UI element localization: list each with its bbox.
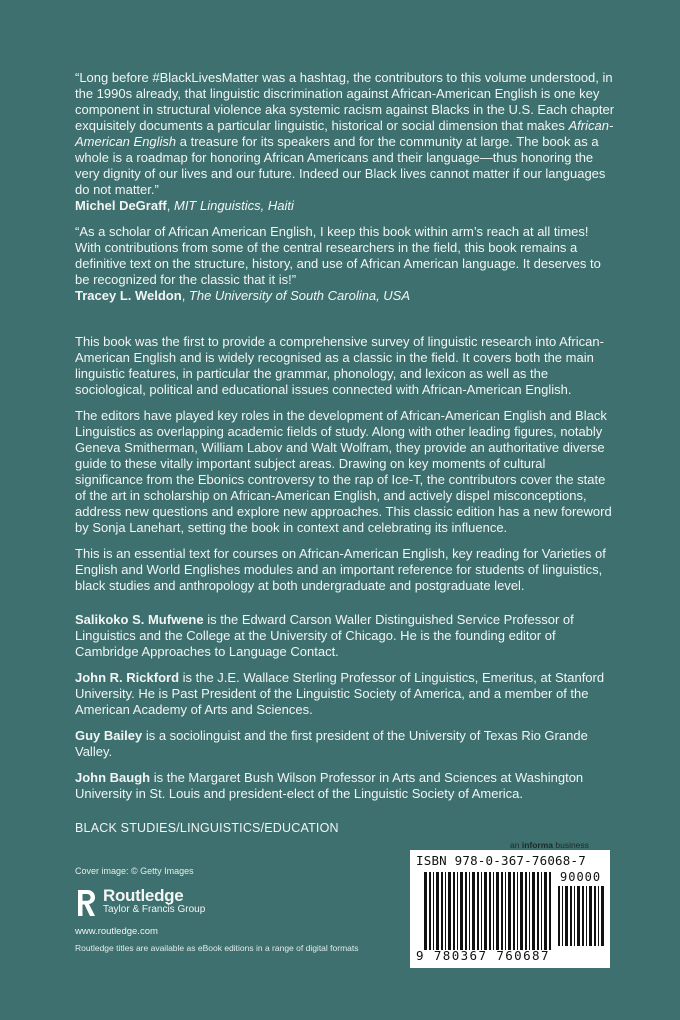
barcode-bar [453, 872, 455, 950]
isbn-number: ISBN 978-0-367-76068-7 [416, 853, 586, 868]
barcode-bar [501, 872, 503, 950]
quote-text: “Long before #BlackLivesMatter was a hashtag, the contributors to this volume understood, in the 1990s already, that linguistic discrimination against African-American English is one key component in structural violence aka systemic racism against Blacks in the U.S. Each chapter exquisitely documents a particular linguistic, historical or social dimension that makes [75, 70, 615, 133]
barcode-bar [489, 872, 491, 950]
editor-name: Salikoko S. Mufwene [75, 612, 204, 627]
description-paragraph: This is an essential text for courses on African-American English, key reading for Varieties of English and World Englishes modules and an important reference for students of linguistics, black studies and anthropology at both undergraduate and postgraduate level. [75, 546, 606, 593]
price-code: 90000 [560, 870, 602, 884]
quote-italic-title: African-American English [75, 118, 614, 149]
quote-attribution: Tracey L. Weldon, The University of South Carolina, USA [75, 288, 411, 303]
barcode-bar [429, 872, 431, 950]
description-paragraph: The editors have played key roles in the development of African-American English and Black Linguistics as overlapping academic fields of study. Along with other leading figures, notably Geneva Smitherman, William Labov and Walt Wolfram, they provide an authoritative diverse guide to these vitally important subject areas. Drawing on key moments of cultural significance from the Ebonics controversy to the rap of Ice-T, the contributors cover the state of the art in scholarship on African-American English, and actively dispel misconceptions, address new questions and explore new approaches. This classic edition has a new foreword by Sonja Lanehart, setting the book in context and celebrating its influence. [75, 408, 612, 535]
editor-bio-text: is the Edward Carson Waller Distinguished Service Professor of Linguistics and the College at the University of Chicago. He is the founding editor of Cambridge Approaches to Language Contact. [75, 612, 574, 659]
publisher-footer [75, 866, 405, 953]
barcode-bar [574, 886, 575, 946]
barcode-bar [541, 872, 542, 950]
informa-tagline: an informa business [510, 840, 589, 850]
barcode-bar [525, 872, 527, 950]
barcode-bar [570, 886, 572, 946]
barcode-bar [465, 872, 467, 950]
editor-bio-text: is the Margaret Bush Wilson Professor in Arts and Sciences at Washington University in St. Louis and president-elect of the Linguistic Society of America. [75, 770, 584, 801]
publisher-website: www.routledge.com [75, 926, 158, 937]
barcode-bar [520, 872, 523, 950]
barcode-bar [433, 872, 434, 950]
editor-bio [75, 728, 615, 760]
editor-name: John R. Rickford [75, 670, 180, 685]
editor-name: John Baugh [75, 770, 151, 785]
barcode-bar [505, 872, 506, 950]
barcode-bar [472, 872, 475, 950]
barcode-bar [517, 872, 518, 950]
publisher-subtitle: Taylor & Francis Group [103, 904, 206, 915]
quote-text-end: a treasure for its speakers and for the community at large. The book as a whole is a roadmap for honoring African Americans and their language—thus honoring the very dignity of our lives and our future. Indeed our Black lives cannot matter if our languages do not matter.” [75, 134, 606, 197]
publisher-name: Routledge [103, 886, 184, 905]
barcode-bar [562, 886, 563, 946]
barcode-bar [558, 886, 560, 946]
barcode-bar [565, 886, 568, 946]
ean-number: 9 780367 760687 [416, 948, 550, 963]
cover-image-credit: Cover image: © Getty Images [75, 866, 194, 876]
barcode-bar [586, 886, 587, 946]
barcode-bar [537, 872, 539, 950]
back-cover-text [75, 70, 615, 836]
barcode-bar [493, 872, 494, 950]
barcode-bar [481, 872, 482, 950]
barcode-bar [513, 872, 515, 950]
barcode-bar [529, 872, 530, 950]
barcode-bar [508, 872, 511, 950]
barcode-bar [589, 886, 592, 946]
barcode-bar [582, 886, 584, 946]
editor-bio [75, 770, 615, 802]
quote-attribution: Michel DeGraff, MIT Linguistics, Haiti [75, 198, 294, 213]
editor-bios [75, 612, 615, 802]
barcode-bar [577, 886, 580, 946]
editor-name: Guy Bailey [75, 728, 143, 743]
editor-bio [75, 612, 615, 660]
endorsement-quote [75, 224, 615, 304]
barcode-bar [549, 872, 551, 950]
ean-barcode-bars [424, 872, 554, 950]
quote-author: Tracey L. Weldon [75, 288, 182, 303]
barcode-bar [477, 872, 479, 950]
barcode-bar [532, 872, 535, 950]
routledge-r-logo-icon [75, 888, 97, 918]
barcode-bar [598, 886, 599, 946]
quote-affiliation: MIT Linguistics, Haiti [173, 198, 294, 213]
quote-text: “As a scholar of African American English, I keep this book within arm’s reach at all times! With contributions from some of the central researchers in the field, this book remains a definitive text on the structure, history, and use of African American language. It deserves to be recognized for the classic that it is!” [75, 224, 601, 287]
isbn-barcode [410, 850, 610, 968]
editor-bio-text: is the J.E. Wallace Sterling Professor of Linguistics, Emeritus, at Stanford University. He is Past President of the Linguistic Society of America, and a member of the American Academy of Arts and Sciences. [75, 670, 605, 717]
barcode-bar [544, 872, 547, 950]
quote-author: Michel DeGraff [75, 198, 167, 213]
barcode-bar [445, 872, 446, 950]
routledge-logo [75, 888, 405, 918]
barcode-bar [441, 872, 443, 950]
barcode-bar [484, 872, 487, 950]
barcode-bar [460, 872, 463, 950]
barcode-bar [496, 872, 499, 950]
barcode-bar [424, 872, 427, 950]
ebook-note: Routledge titles are available as eBook editions in a range of digital formats [75, 943, 359, 953]
endorsement-quote [75, 70, 615, 214]
description-paragraph: This book was the first to provide a comprehensive survey of linguistic research into African-American English and is widely recognised as a classic in the field. It covers both the main linguistic features, in particular the grammar, phonology, and lexicon as well as the sociological, political and educational issues connected with African-American English. [75, 334, 604, 397]
barcode-bar [448, 872, 451, 950]
barcode-bar [601, 886, 604, 946]
subject-category: BLACK STUDIES/LINGUISTICS/EDUCATION [75, 821, 339, 835]
barcode-bar [469, 872, 470, 950]
addon-barcode-bars [558, 886, 604, 946]
editor-bio-text: is a sociolinguist and the first president of the University of Texas Rio Grande Valley. [75, 728, 588, 759]
quote-affiliation: The University of South Carolina, USA [188, 288, 411, 303]
barcode-bar [436, 872, 439, 950]
editor-bio [75, 670, 615, 718]
book-description [75, 334, 615, 594]
barcode-bar [457, 872, 458, 950]
barcode-bar [594, 886, 596, 946]
